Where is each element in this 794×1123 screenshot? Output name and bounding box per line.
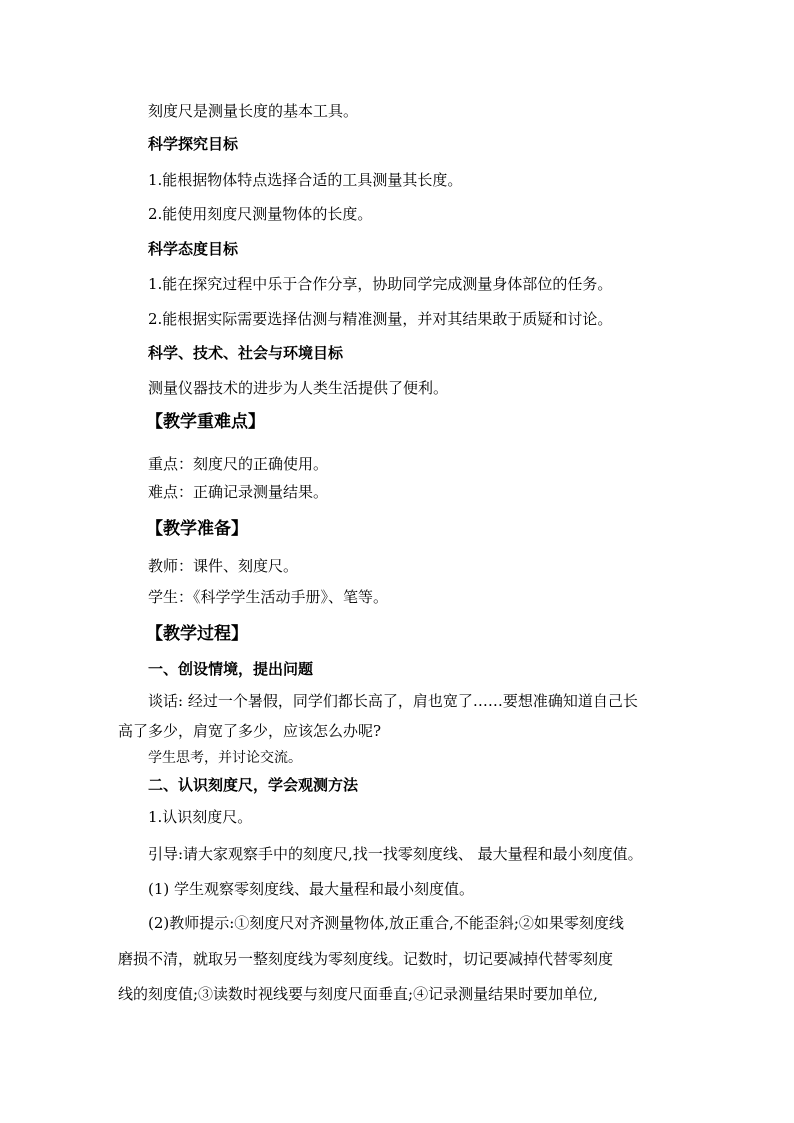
paragraph-line: 高了多少，肩宽了多少，应该怎么办呢? [118,722,382,740]
section-heading-key-points: 【教学重难点】 [146,412,265,432]
subheading-inquiry-goals: 科学探究目标 [148,135,239,153]
section-heading-process: 【教学过程】 [146,624,248,644]
paragraph-line: 2.能根据实际需要选择估测与精准测量，并对其结果敢于质疑和讨论。 [148,310,613,328]
paragraph-line: 磨损不清，就取另一整刻度线为零刻度线。记数时，切记要减掉代替零刻度 [118,950,614,968]
section-heading-preparation: 【教学准备】 [146,519,248,539]
paragraph-line: 引导:请大家观察手中的刻度尺,找一找零刻度线、 最大量程和最小刻度值。 [148,845,643,863]
subheading-stse-goals: 科学、技术、社会与环境目标 [148,344,344,362]
paragraph-line: 教师：课件、刻度尺。 [148,557,299,575]
paragraph-line: 学生：《科学学生活动手册》、笔等。 [148,588,389,606]
paragraph-line: 1.能根据物体特点选择合适的工具测量其长度。 [148,171,463,189]
paragraph-line: 谈话: 经过一个暑假，同学们都长高了，肩也宽了……要想准确知道自己长 [148,692,638,710]
paragraph-line: 学生思考，并讨论交流。 [148,750,302,766]
subheading-attitude-goals: 科学态度目标 [148,240,239,258]
subheading-step-one: 一、创设情境，提出问题 [148,660,314,678]
subheading-step-two: 二、认识刻度尺，学会观测方法 [148,776,359,794]
paragraph-line: 1.认识刻度尺。 [148,808,253,826]
paragraph-line: (2)教师提示:①刻度尺对齐测量物体,放正重合,不能歪斜;②如果零刻度线 [148,914,624,932]
paragraph-line: (1) 学生观察零刻度线、最大量程和最小刻度值。 [148,880,475,898]
paragraph-line: 难点：正确记录测量结果。 [148,483,329,501]
paragraph-line: 测量仪器技术的进步为人类生活提供了便利。 [148,379,449,397]
paragraph-line: 刻度尺是测量长度的基本工具。 [148,102,359,120]
paragraph-line: 2.能使用刻度尺测量物体的长度。 [148,205,373,223]
paragraph-line: 重点：刻度尺的正确使用。 [148,455,329,473]
paragraph-line: 1.能在探究过程中乐于合作分享，协助同学完成测量身体部位的任务。 [148,275,613,293]
paragraph-line: 线的刻度值;③读数时视线要与刻度尺面垂直;④记录测量结果时要加单位, [118,985,598,1003]
